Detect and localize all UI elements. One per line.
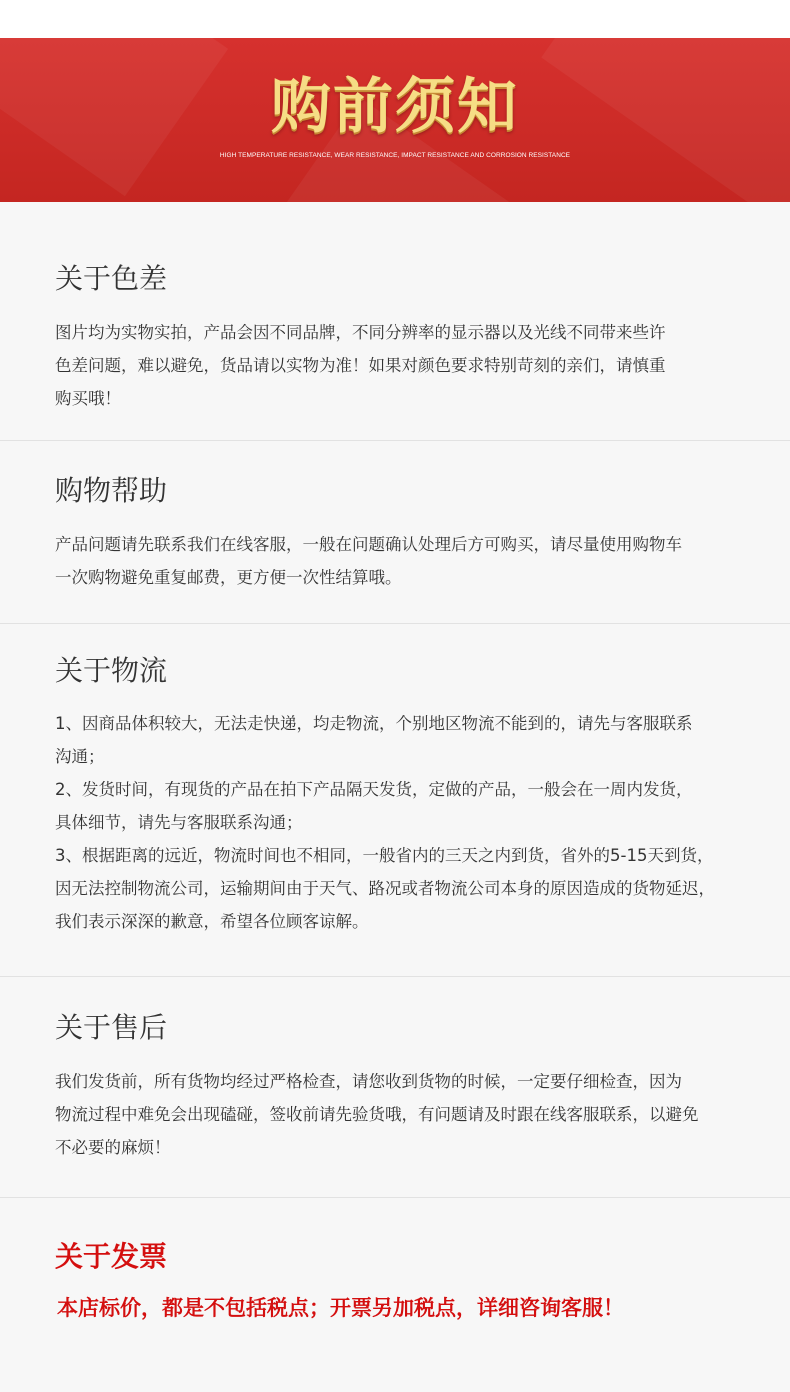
body-line: 我们表示深深的歉意，希望各位顾客谅解。 [55, 912, 369, 931]
body-line: 一次购物避免重复邮费，更方便一次性结算哦。 [55, 568, 402, 587]
body-line: 具体细节，请先与客服联系沟通； [55, 813, 303, 832]
section-after-sales [0, 977, 790, 1198]
body-line: 沟通； [55, 747, 105, 766]
section-title: 关于物流 [55, 654, 168, 687]
section-body [55, 316, 770, 415]
body-line: 因无法控制物流公司，运输期间由于天气、路况或者物流公司本身的原因造成的货物延迟， [55, 879, 715, 898]
section-title: 关于售后 [55, 1011, 168, 1044]
top-strip [0, 0, 790, 38]
body-line: 1、因商品体积较大，无法走快递，均走物流，个别地区物流不能到的，请先与客服联系 [55, 714, 693, 733]
section-logistics [0, 624, 790, 977]
section-title: 购物帮助 [55, 474, 168, 507]
body-line: 物流过程中难免会出现磕碰，签收前请先验货哦，有问题请及时跟在线客服联系，以避免 [55, 1105, 699, 1124]
body-line: 不必要的麻烦！ [55, 1138, 171, 1157]
body-line: 本店标价，都是不包括税点；开票另加税点，详细咨询客服！ [57, 1296, 624, 1320]
section-title: 关于色差 [55, 262, 168, 295]
body-line: 3、根据距离的远近，物流时间也不相同，一般省内的三天之内到货，省外的5-15天到货， [55, 846, 714, 865]
section-body [55, 1065, 770, 1164]
section-color-difference [0, 202, 790, 441]
section-body [55, 707, 770, 938]
body-line: 图片均为实物实拍，产品会因不同品牌，不同分辨率的显示器以及光线不同带来些许 [55, 323, 666, 342]
body-line: 色差问题，难以避免，货品请以实物为准！如果对颜色要求特别苛刻的亲们，请慎重 [55, 356, 666, 375]
header-banner [0, 38, 790, 202]
body-line: 产品问题请先联系我们在线客服，一般在问题确认处理后方可购买，请尽量使用购物车 [55, 535, 682, 554]
section-shopping-help [0, 441, 790, 624]
banner-subtitle: HIGH TEMPERATURE RESISTANCE, WEAR RESISTANCE, IMPACT RESISTANCE AND CORROSION RESISTANCE [219, 152, 571, 159]
section-body [55, 528, 770, 594]
body-line: 购买哦！ [55, 389, 121, 408]
body-line: 我们发货前，所有货物均经过严格检查，请您收到货物的时候，一定要仔细检查，因为 [55, 1072, 682, 1091]
section-title: 关于发票 [55, 1240, 168, 1273]
section-invoice [0, 1198, 790, 1323]
banner-title: 购前须知 [271, 72, 519, 142]
invoice-notice [55, 1293, 770, 1323]
body-line: 2、发货时间，有现货的产品在拍下产品隔天发货，定做的产品，一般会在一周内发货， [55, 780, 693, 799]
